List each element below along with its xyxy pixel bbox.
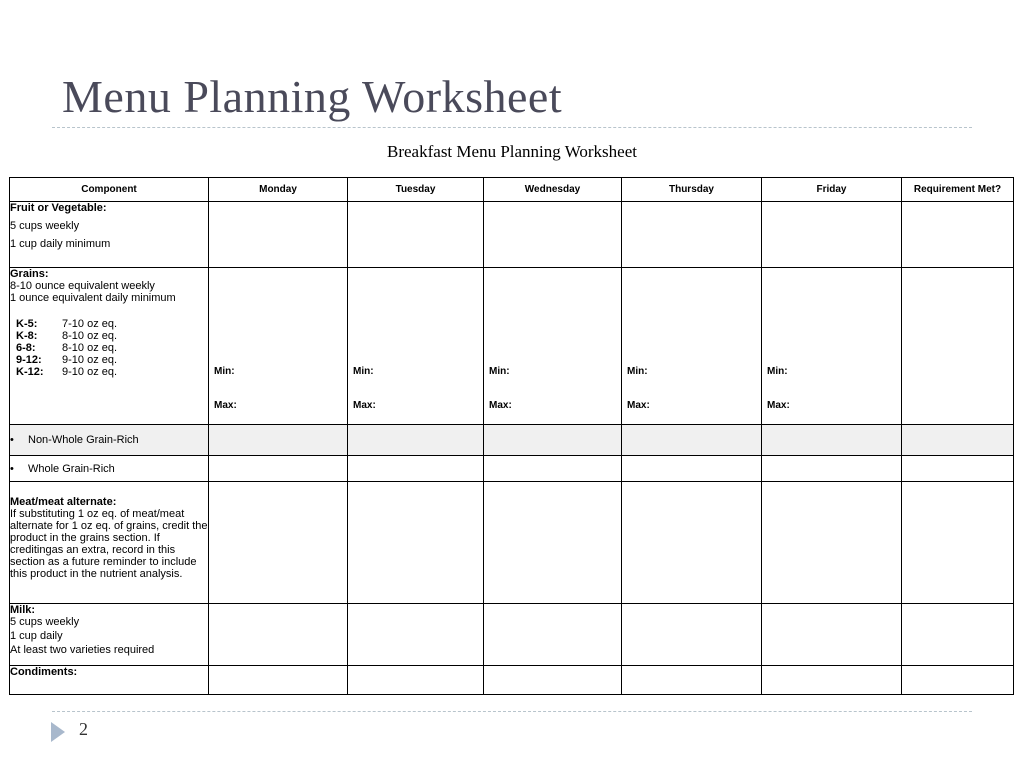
header-wednesday: Wednesday: [484, 178, 622, 202]
min-label: Min:: [767, 366, 788, 377]
grade-label: 9-12:: [16, 354, 42, 366]
worksheet-subtitle: Breakfast Menu Planning Worksheet: [387, 142, 637, 161]
non-whole-thursday-cell[interactable]: [622, 425, 762, 456]
whole-requirement-cell[interactable]: [902, 456, 1014, 482]
header-component: Component: [10, 178, 209, 202]
grains-requirement-cell[interactable]: [902, 268, 1014, 425]
slide-title: Menu Planning Worksheet: [62, 71, 563, 122]
fruit-label: Fruit or Vegetable:: [10, 202, 107, 214]
min-label: Min:: [214, 366, 235, 377]
max-label: Max:: [627, 400, 650, 411]
milk-weekly: 5 cups weekly: [10, 616, 80, 628]
meat-description: If substituting 1 oz eq. of meat/meat alternate for 1 oz eq. of grains, credit the product in the grains section. If creditingas an extra, record in this section as a future reminder to include this product in the nutrient analysis.: [10, 508, 208, 580]
grade-amount: 9-10 oz eq.: [62, 354, 118, 366]
grade-amount: 8-10 oz eq.: [62, 342, 118, 354]
header-monday: Monday: [209, 178, 348, 202]
header-requirement-met: Requirement Met?: [902, 178, 1014, 202]
milk-requirement-cell[interactable]: [902, 604, 1014, 666]
condiments-requirement-cell[interactable]: [902, 666, 1014, 695]
grade-amount: 9-10 oz eq.: [62, 366, 118, 378]
grade-amount: 8-10 oz eq.: [62, 330, 118, 342]
non-whole-requirement-cell[interactable]: [902, 425, 1014, 456]
fruit-tuesday-cell[interactable]: [348, 202, 484, 268]
title-divider: [52, 127, 972, 128]
non-whole-monday-cell[interactable]: [209, 425, 348, 456]
max-label: Max:: [489, 400, 512, 411]
min-label: Min:: [353, 366, 374, 377]
row-meat-alternate: [10, 482, 1014, 604]
fruit-component-cell: [10, 202, 209, 268]
grade-label: K-8:: [16, 330, 38, 342]
grains-tuesday-cell[interactable]: [348, 268, 484, 425]
header-tuesday: Tuesday: [348, 178, 484, 202]
meat-component-cell: [10, 482, 209, 604]
condiments-wednesday-cell[interactable]: [484, 666, 622, 695]
footer-divider: [52, 711, 972, 712]
milk-tuesday-cell[interactable]: [348, 604, 484, 666]
grains-monday-cell[interactable]: [209, 268, 348, 425]
grade-label: K-12:: [16, 366, 44, 378]
menu-planning-table: [9, 177, 1014, 695]
fruit-daily: 1 cup daily minimum: [10, 238, 111, 250]
grade-row: [16, 330, 208, 342]
non-whole-tuesday-cell[interactable]: [348, 425, 484, 456]
fruit-requirement-cell[interactable]: [902, 202, 1014, 268]
milk-thursday-cell[interactable]: [622, 604, 762, 666]
meat-monday-cell[interactable]: [209, 482, 348, 604]
fruit-wednesday-cell[interactable]: [484, 202, 622, 268]
non-whole-grain-cell: [10, 425, 209, 456]
row-grains: [10, 268, 1014, 425]
grade-amount: 7-10 oz eq.: [62, 318, 118, 330]
meat-label: Meat/meat alternate:: [10, 496, 117, 508]
grains-label: Grains:: [10, 268, 49, 280]
milk-monday-cell[interactable]: [209, 604, 348, 666]
header-friday: Friday: [762, 178, 902, 202]
grade-row: [16, 366, 208, 378]
grade-ranges: [16, 318, 208, 378]
grains-weekly: 8-10 ounce equivalent weekly: [10, 280, 155, 292]
min-label: Min:: [489, 366, 510, 377]
non-whole-friday-cell[interactable]: [762, 425, 902, 456]
whole-wednesday-cell[interactable]: [484, 456, 622, 482]
row-whole-grain: [10, 456, 1014, 482]
whole-thursday-cell[interactable]: [622, 456, 762, 482]
fruit-thursday-cell[interactable]: [622, 202, 762, 268]
meat-requirement-cell[interactable]: [902, 482, 1014, 604]
whole-friday-cell[interactable]: [762, 456, 902, 482]
meat-tuesday-cell[interactable]: [348, 482, 484, 604]
max-label: Max:: [353, 400, 376, 411]
non-whole-grain-label: Non-Whole Grain-Rich: [28, 434, 139, 446]
non-whole-wednesday-cell[interactable]: [484, 425, 622, 456]
condiments-tuesday-cell[interactable]: [348, 666, 484, 695]
whole-grain-label: Whole Grain-Rich: [28, 462, 115, 475]
header-row: [10, 178, 1014, 202]
grade-label: K-5:: [16, 318, 38, 330]
grade-row: [16, 318, 208, 330]
grains-friday-cell[interactable]: [762, 268, 902, 425]
row-milk: [10, 604, 1014, 666]
condiments-monday-cell[interactable]: [209, 666, 348, 695]
grains-component-cell: [10, 268, 209, 425]
row-condiments: [10, 666, 1014, 695]
grade-label: 6-8:: [16, 342, 36, 354]
fruit-friday-cell[interactable]: [762, 202, 902, 268]
grade-row: [16, 342, 208, 354]
header-thursday: Thursday: [622, 178, 762, 202]
milk-friday-cell[interactable]: [762, 604, 902, 666]
max-label: Max:: [214, 400, 237, 411]
row-fruit-vegetable: [10, 202, 1014, 268]
milk-daily: 1 cup daily: [10, 630, 63, 642]
milk-wednesday-cell[interactable]: [484, 604, 622, 666]
bullet-icon: •: [10, 434, 14, 446]
grains-wednesday-cell[interactable]: [484, 268, 622, 425]
fruit-weekly: 5 cups weekly: [10, 220, 80, 232]
row-non-whole-grain: [10, 425, 1014, 456]
grains-thursday-cell[interactable]: [622, 268, 762, 425]
condiments-component-cell: [10, 666, 209, 695]
grains-daily: 1 ounce equivalent daily minimum: [10, 292, 176, 304]
whole-grain-cell: [10, 456, 209, 482]
bullet-icon: •: [10, 462, 14, 475]
condiments-friday-cell[interactable]: [762, 666, 902, 695]
meat-thursday-cell[interactable]: [622, 482, 762, 604]
page-number: 2: [79, 719, 88, 739]
whole-tuesday-cell[interactable]: [348, 456, 484, 482]
min-label: Min:: [627, 366, 648, 377]
whole-monday-cell[interactable]: [209, 456, 348, 482]
meat-wednesday-cell[interactable]: [484, 482, 622, 604]
milk-label: Milk:: [10, 604, 36, 616]
condiments-thursday-cell[interactable]: [622, 666, 762, 695]
fruit-monday-cell[interactable]: [209, 202, 348, 268]
milk-varieties: At least two varieties required: [10, 644, 155, 656]
grade-row: [16, 354, 208, 366]
meat-friday-cell[interactable]: [762, 482, 902, 604]
condiments-label: Condiments:: [10, 666, 78, 678]
milk-component-cell: [10, 604, 209, 666]
max-label: Max:: [767, 400, 790, 411]
play-arrow-icon: [51, 722, 65, 742]
